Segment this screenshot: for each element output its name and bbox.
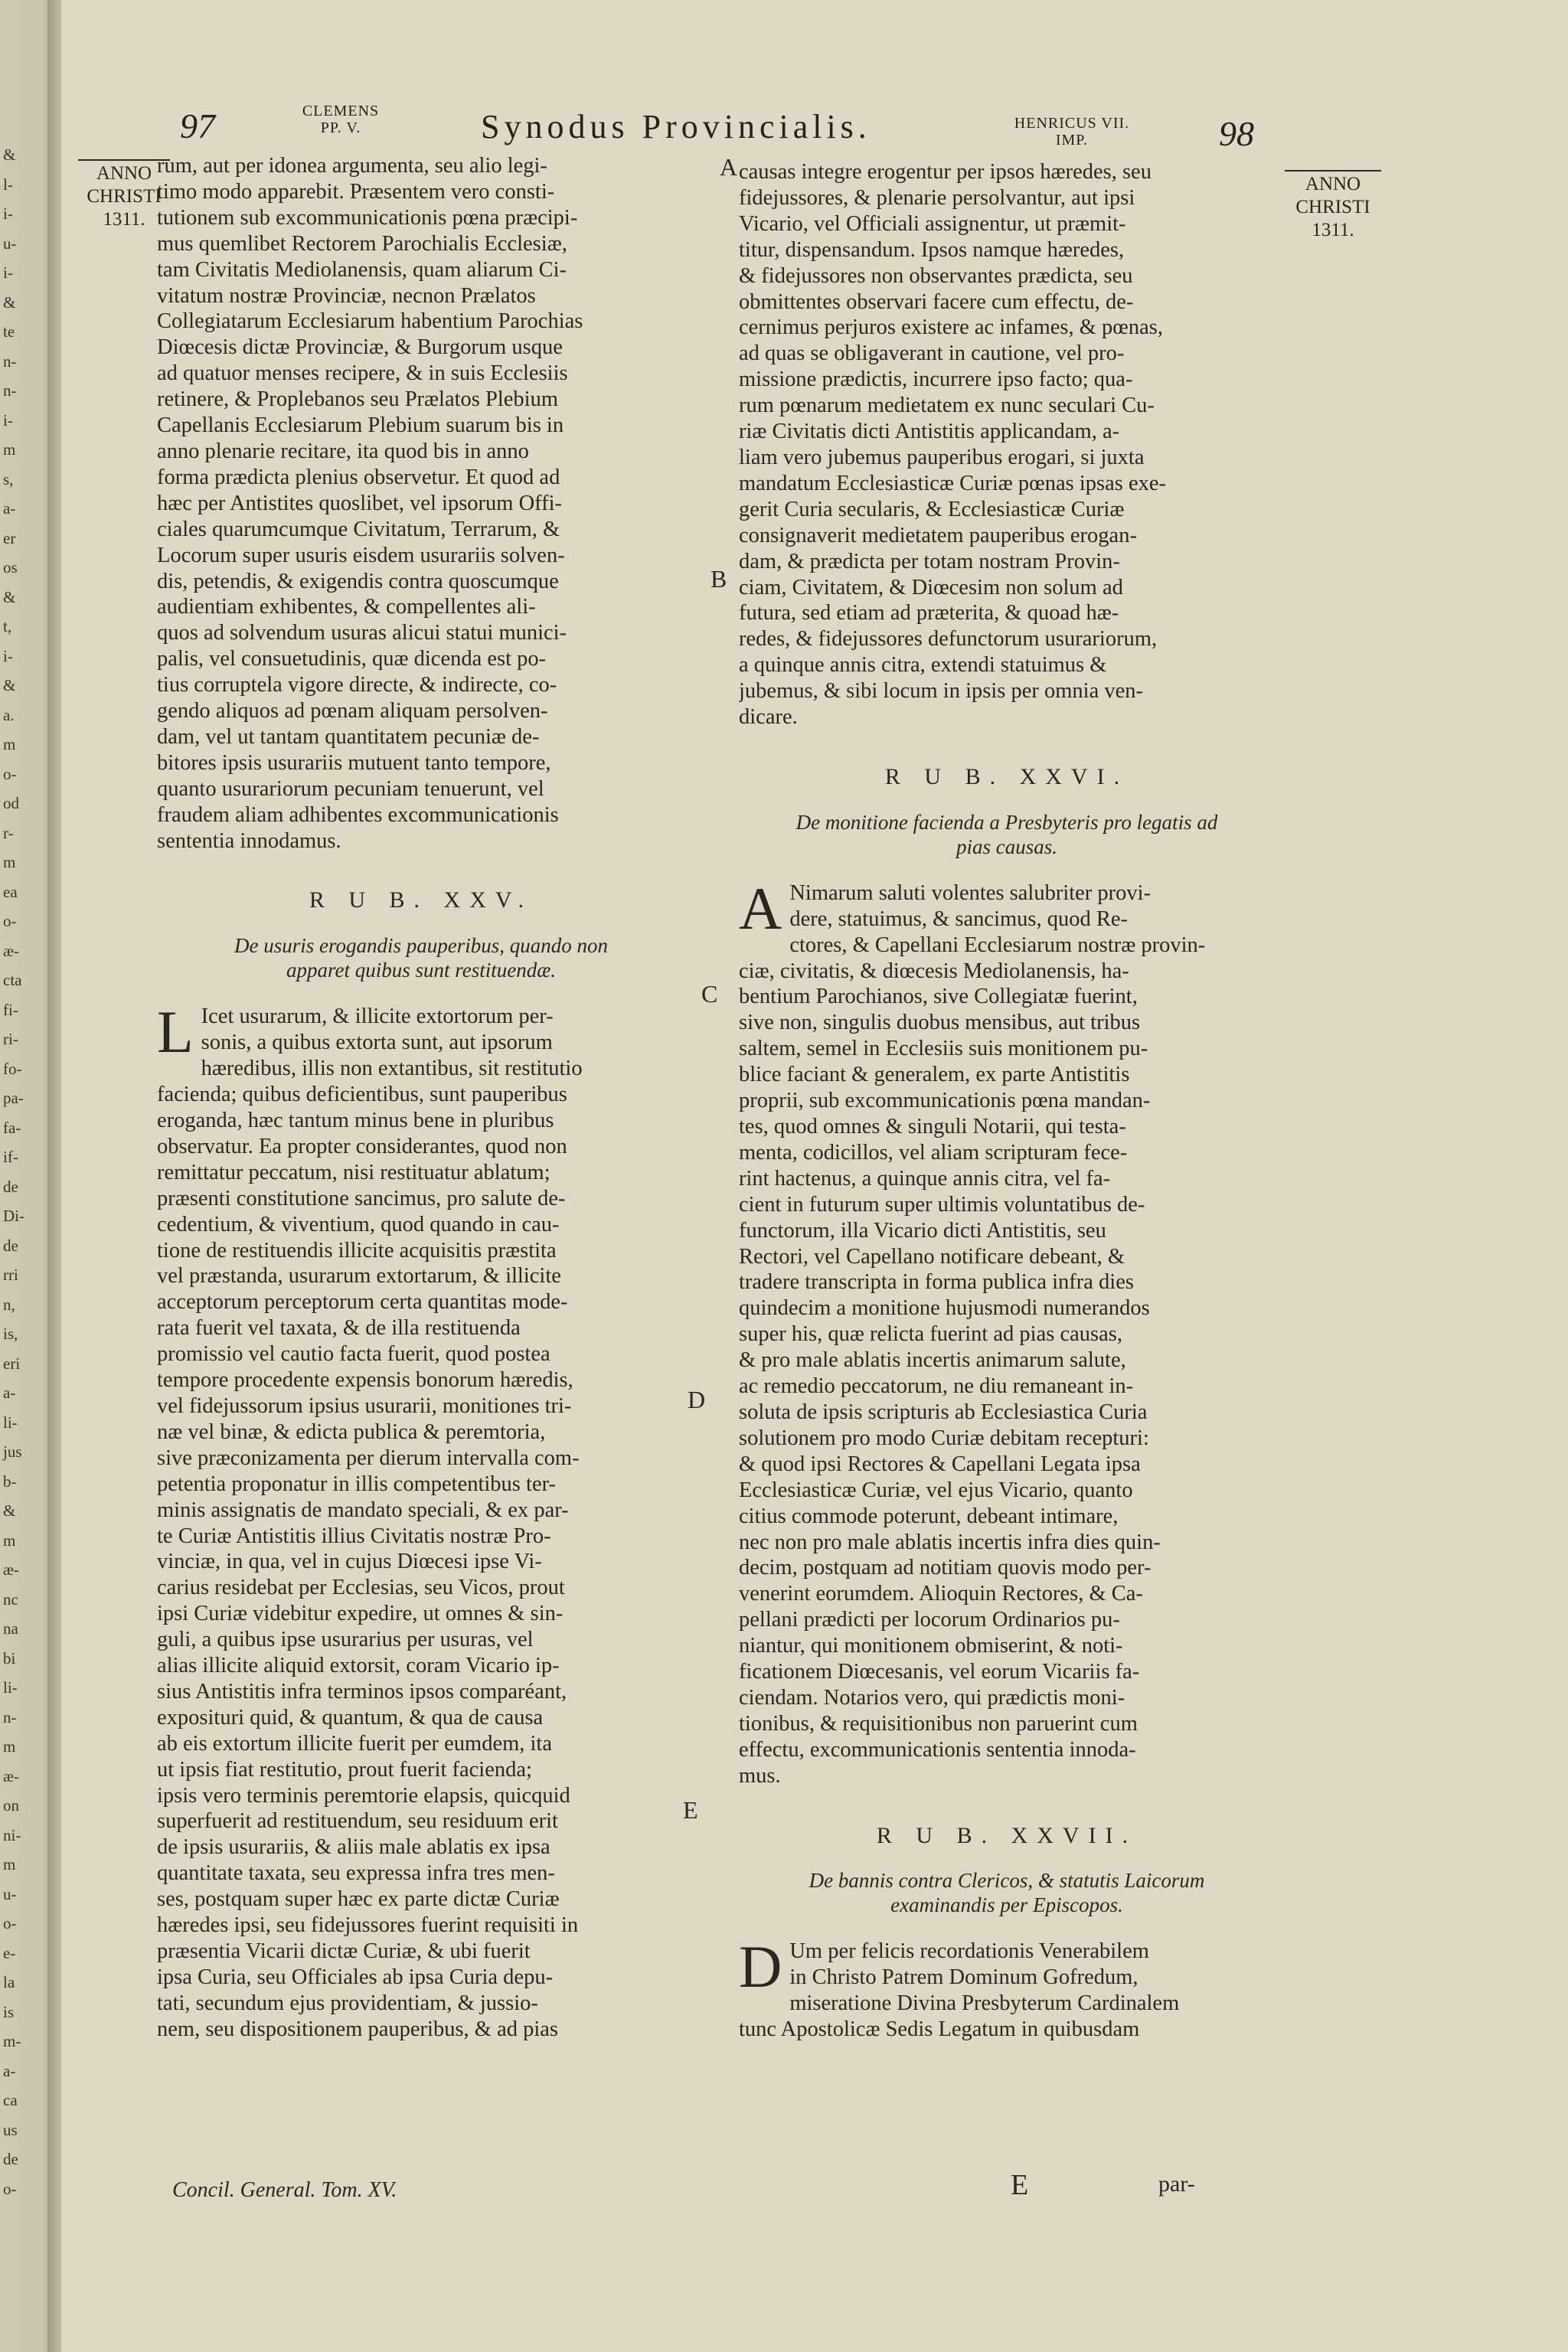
text-line: mus quemlibet Rectorem Parochialis Ecclesiæ, (157, 231, 567, 256)
text-line: tutionem sub excommunicationis pœna præcipi- (157, 205, 578, 230)
text-line: vel fidejussorum ipsius usurarii, monitiones tri- (157, 1393, 572, 1418)
text-line: fidejussores, & plenarie persolvantur, aut ipsi (739, 185, 1135, 210)
rub-26-subtitle-line2: pias causas. (956, 835, 1057, 858)
text-line: tradere transcripta in forma publica infra dies (739, 1270, 1134, 1295)
previous-page-fragment: pa- (3, 1089, 24, 1107)
text-line: ctores, & Capellani Ecclesiarum nostræ provin- (789, 933, 1206, 957)
text-line: acceptorum perceptorum certa quantitas mode- (157, 1290, 568, 1315)
text-line: palis, vel consuetudinis, quæ dicenda est po- (157, 647, 547, 671)
previous-page-fragment: Di- (3, 1207, 24, 1225)
left-running-head-line1: CLEMENS (302, 103, 380, 119)
previous-page-fragment: fi- (3, 1000, 18, 1019)
previous-page-fragment: o- (3, 1914, 17, 1932)
text-line: proprii, sub excommunicationis pœna mandan- (739, 1089, 1151, 1113)
text-line: titur, dispensandum. Ipsos namque hæredes, (739, 237, 1125, 262)
text-line: sive præconizamenta per dierum intervalla com- (157, 1446, 580, 1470)
previous-page-fragment: & (3, 587, 16, 606)
text-line: sonis, a quibus extorta sunt, aut ipsorum (201, 1031, 553, 1055)
previous-page-fragment: i- (3, 263, 13, 282)
left-intro-text (157, 153, 685, 854)
text-line: carius residebat per Ecclesias, seu Vicos, prout (157, 1576, 565, 1600)
previous-page-fragment: nc (3, 1589, 18, 1609)
rub-27-subtitle-line2: examinandis per Episcopos. (890, 1893, 1123, 1917)
text-line: a quinque annis citra, extendi statuimus & (739, 653, 1107, 678)
text-line: cient in futurum super ultimis voluntatibus de- (739, 1192, 1145, 1217)
previous-page-fragment: ca (3, 2091, 18, 2109)
left-running-head-line2: PP. V. (320, 119, 361, 136)
text-line: blice faciant & generalem, ex parte Antistitis (739, 1063, 1130, 1087)
text-line: Um per felicis recordationis Venerabilem (789, 1939, 1149, 1964)
text-line: dicare. (739, 705, 798, 730)
text-line: rum, aut per idonea argumenta, seu alio legi- (157, 154, 547, 178)
previous-page-fragment: m (3, 1855, 16, 1873)
right-year-note-line2: CHRISTI (1295, 197, 1370, 217)
text-line: hæc per Antistites quoslibet, vel ipsorum Offi- (157, 491, 563, 515)
text-line: ses, postquam super hæc ex parte dictæ Curiæ (157, 1887, 560, 1912)
page-title: Synodus Provincialis. (481, 108, 871, 145)
previous-page-fragment: on (3, 1796, 19, 1815)
text-line: decim, postquam ad notitiam quovis modo per- (739, 1556, 1152, 1580)
previous-page-fragment: if- (3, 1148, 18, 1166)
right-year-note-line3: 1311. (1312, 220, 1354, 240)
previous-page-fragment: & (3, 1501, 16, 1520)
text-line: vinciæ, in qua, vel in cujus Diœcesi ipse Vi- (157, 1550, 542, 1574)
text-line: hæredes ipsi, seu fidejussores fuerint requisiti in (157, 1913, 579, 1938)
text-line: ciales quarumcumque Civitatum, Terrarum, & (157, 517, 560, 541)
previous-page-fragment: eri (3, 1354, 21, 1373)
text-line: functorum, illa Vicario dicti Antistitis, seu (739, 1218, 1106, 1243)
right-intro-text (739, 159, 1275, 730)
previous-page-fragment: od (3, 794, 19, 812)
text-line: dam, vel ut tantam quantitatem pecuniæ de- (157, 724, 540, 749)
rub-27-subtitle-line1: De bannis contra Clericos, & statutis Laicorum (808, 1869, 1205, 1893)
previous-page-fragment: na (3, 1619, 18, 1638)
text-line: facienda; quibus deficientibus, sunt pauperibus (157, 1083, 567, 1107)
text-line: ciam, Civitatem, & Diœcesim non solum ad (739, 575, 1123, 599)
text-line: Vicario, vel Officiali assignentur, ut præmit- (739, 211, 1126, 236)
text-line: de ipsis usurariis, & aliis male ablatis ex ipsa (157, 1835, 550, 1860)
left-year-note-line3: 1311. (103, 209, 145, 230)
rub-25-subtitle-line1: De usuris erogandis pauperibus, quando non (234, 934, 608, 958)
rub-27-subtitle (739, 1868, 1275, 1917)
text-line: redes, & fidejussores defunctorum usurariorum, (739, 627, 1158, 652)
text-line: minis assignatis de mandato speciali, & ex par- (157, 1498, 569, 1522)
text-line: sius Antistitis infra terminos ipsos comparéant, (157, 1679, 567, 1704)
text-line: quos ad solvendum usuras alicui statui munici- (157, 621, 567, 645)
text-line: observatur. Ea propter considerantes, quod non (157, 1134, 567, 1158)
previous-page-fragment: æ- (3, 1766, 19, 1785)
previous-page-fragment: jus (3, 1442, 22, 1461)
previous-page-fragment: o- (3, 2179, 17, 2198)
text-line: rum pœnarum medietatem ex nunc seculari Cu- (739, 394, 1155, 418)
margin-letter-e: E (683, 1796, 698, 1824)
text-line: pellani prædicti per locorum Ordinarios pu- (739, 1608, 1120, 1632)
rub-26-dropcap: A (739, 874, 782, 942)
previous-page-fragment: m (3, 735, 16, 753)
text-line: ipsis vero terminis peremtorie elapsis, quicquid (157, 1783, 570, 1808)
previous-page-fragment: li- (3, 1678, 18, 1697)
previous-page-fragment: a- (3, 499, 16, 518)
previous-page-fragment: m- (3, 2032, 21, 2050)
previous-page-fragment: m (3, 440, 16, 459)
right-page-number: 98 (1219, 114, 1254, 153)
text-line: & pro male ablatis incertis animarum salute, (739, 1348, 1126, 1373)
text-line: dis, petendis, & exigendis contra quoscumque (157, 569, 559, 593)
previous-page-fragment: n- (3, 1707, 17, 1726)
text-line: miseratione Divina Presbyterum Cardinalem (789, 1991, 1180, 2016)
previous-page-fragment: a- (3, 1383, 16, 1402)
left-page-number: 97 (180, 106, 215, 145)
text-line: sive non, singulis duobus mensibus, aut tribus (739, 1011, 1141, 1035)
margin-letter-a: A (720, 153, 738, 181)
left-year-note-line2: CHRISTI (87, 186, 162, 207)
rub-25-body (157, 998, 685, 2042)
text-line: te Curiæ Antistitis illius Civitatis nostræ Pro- (157, 1524, 551, 1548)
text-line: obmittentes observari facere cum effectu, de- (739, 289, 1134, 314)
text-line: guli, a quibus ipse usurarius per usuras, vel (157, 1628, 534, 1652)
text-line: gendo aliquos ad pœnam aliquam persolven- (157, 699, 548, 724)
text-line: nec non pro male ablatis incertis infra dies quin- (739, 1530, 1161, 1554)
previous-page-fragment: er (3, 528, 16, 547)
text-line: cernimus perjuros existere ac infames, & pœnas, (739, 315, 1163, 340)
right-year-note (1285, 170, 1381, 242)
text-line: rint hactenus, a quinque annis citra, vel fa- (739, 1166, 1111, 1191)
text-line: tunc Apostolicæ Sedis Legatum in quibusdam (739, 2017, 1140, 2042)
rub-26-heading: R U B. XXVI. (884, 763, 1129, 789)
text-line: vel præstanda, usurarum extortarum, & illicite (157, 1264, 561, 1289)
text-line: ciæ, civitatis, & diœcesis Mediolanensis, ha- (739, 959, 1129, 983)
previous-page-fragment: a- (3, 2061, 16, 2080)
text-line: retinere, & Proplebanos seu Prælatos Plebium (157, 387, 559, 412)
rub-25-heading: R U B. XXV. (309, 887, 534, 913)
text-line: forma prædicta plenius observetur. Et quod ad (157, 465, 560, 489)
previous-page-fragment: a. (3, 705, 15, 724)
rub-27-body-text (739, 1933, 1275, 2043)
previous-page-fragment: i- (3, 204, 13, 223)
previous-page-fragment: cta (3, 971, 22, 989)
previous-page-fragment: te (3, 322, 15, 341)
text-line: ipsa Curia, seu Officiales ab ipsa Curia depu- (157, 1965, 554, 1989)
previous-page-fragment: is (3, 2002, 15, 2021)
margin-letter-d: D (688, 1386, 706, 1413)
text-line: missione prædictis, incurrere ipso facto; qua- (739, 368, 1133, 392)
text-line: næ vel binæ, & edicta publica & peremtoria, (157, 1419, 546, 1444)
previous-page-fragment: m (3, 1530, 16, 1550)
rub-25-dropcap: L (157, 998, 194, 1066)
text-line: quanto usurariorum pecuniam tenuerunt, vel (157, 776, 544, 801)
text-line: nem, seu dispositionem pauperibus, & ad pias (157, 2017, 559, 2041)
previous-page-fragment: & (3, 292, 16, 312)
text-line: tione de restituendis illicite acquisitis præstita (157, 1238, 557, 1263)
text-line: causas integre erogentur per ipsos hæredes, seu (739, 160, 1152, 184)
previous-page-fragment: e- (3, 1943, 16, 1962)
margin-letter-b: B (710, 565, 727, 593)
previous-page-fragment: rri (3, 1266, 18, 1284)
previous-page-fragment: m (3, 853, 16, 871)
previous-page-fragment: u- (3, 234, 17, 253)
text-line: venerint eorumdem. Alioquin Rectores, & Ca- (739, 1582, 1143, 1606)
rub-25-subtitle (157, 933, 685, 982)
text-line: & quod ipsi Rectores & Capellani Legata ipsa (739, 1452, 1141, 1476)
rub-27-dropcap: D (739, 1933, 782, 2001)
previous-page-fragment: æ- (3, 1560, 19, 1579)
text-line: præsenti constitutione sancimus, pro salute de- (157, 1186, 566, 1210)
text-line: dere, statuimus, & sancimus, quod Re- (789, 906, 1129, 931)
text-line: soluta de ipsis scripturis ab Ecclesiastica Curia (739, 1400, 1148, 1424)
previous-page-fragment: ea (3, 882, 18, 901)
previous-page-fragment: fa- (3, 1118, 21, 1137)
previous-page-fragment: & (3, 145, 16, 164)
text-line: ad quas se obligaverant in cautione, vel pro- (739, 341, 1125, 366)
previous-page-fragment: fo- (3, 1059, 22, 1078)
rub-26-subtitle-line1: De monitione facienda a Presbyteris pro legatis ad (795, 810, 1218, 834)
previous-page-fragment: ni- (3, 1825, 21, 1844)
text-line: in Christo Patrem Dominum Gofredum, (789, 1965, 1138, 1990)
rub-25-body-text (157, 998, 685, 2042)
text-line: Nimarum saluti volentes salubriter provi- (789, 880, 1152, 905)
previous-page-fragment: i- (3, 410, 13, 430)
rub-26-subtitle (739, 810, 1275, 859)
previous-page-fragment: r- (3, 823, 14, 842)
text-line: Icet usurarum, & illicite extortorum per- (201, 1004, 554, 1029)
previous-page-fragment: n- (3, 351, 17, 371)
margin-letter-c: C (701, 980, 718, 1008)
previous-page-fragment: us (3, 2120, 18, 2139)
text-line: super his, quæ relicta fuerint ad pias causas, (739, 1322, 1122, 1347)
text-line: tionibus, & requisitionibus non paruerint cum (739, 1711, 1138, 1736)
text-line: Ecclesiasticæ Curiæ, vel ejus Vicario, quanto (739, 1478, 1133, 1502)
previous-page-fragment: l- (3, 175, 13, 194)
previous-page-fragment: i- (3, 646, 13, 665)
text-line: jubemus, & sibi locum in ipsis per omnia ven- (739, 679, 1143, 704)
previous-page-fragment: la (3, 1973, 15, 1991)
previous-page-fragment: t, (3, 617, 12, 635)
text-line: gerit Curia secularis, & Ecclesiasticæ Curiæ (739, 497, 1125, 521)
previous-page-fragment: u- (3, 1884, 17, 1903)
text-line: Locorum super usuris eisdem usurariis solven- (157, 543, 565, 567)
text-line: mus. (739, 1763, 781, 1788)
previous-page-fragment: & (3, 676, 16, 694)
text-line: futura, sed etiam ad præterita, & quoad hæ- (739, 601, 1119, 626)
rub-25-subtitle-line2: apparet quibus sunt restituendæ. (286, 959, 556, 982)
previous-page-fragment: os (3, 558, 18, 577)
text-line: liam vero jubemus pauperibus erogari, si juxta (739, 445, 1145, 469)
text-line: Capellanis Ecclesiarum Plebium suarum bis in (157, 413, 564, 438)
text-line: Collegiatarum Ecclesiarum habentium Parochias (157, 309, 583, 334)
text-line: cedentium, & viventium, quod quando in cau- (157, 1212, 560, 1236)
text-line: saltem, semel in Ecclesiis suis monitionem pu- (739, 1037, 1148, 1061)
text-line: quindecim a monitione hujusmodi numerandos (739, 1296, 1150, 1321)
rub-26-body (739, 874, 1275, 1789)
text-line: anno plenarie recitare, ita quod bis in anno (157, 439, 529, 463)
text-line: niantur, qui monitionem obmiserint, & noti- (739, 1634, 1123, 1658)
previous-page-fragment: bi (3, 1648, 16, 1668)
text-line: expositurі quid, & quantum, & qua de causa (157, 1705, 544, 1730)
text-line: quantitate taxata, seu expressa infra tres men- (157, 1861, 555, 1886)
text-line: Diœcesis dictæ Provinciæ, & Burgorum usque (157, 335, 563, 360)
text-line: bitores ipsis usurariis mutuent tanto tempore, (157, 750, 551, 775)
text-line: rata fuerit vel taxata, & de illa restituenda (157, 1316, 521, 1341)
text-line: superfuerit ad restituendum, seu residuum erit (157, 1809, 558, 1834)
text-line: ut ipsis fiat restitutio, prout fuerit facienda; (157, 1757, 532, 1782)
left-column (157, 153, 685, 2043)
text-line: petentia proponatur in illis competentibus ter- (157, 1472, 557, 1496)
text-line: riæ Civitatis dicti Antistitis applicandam, a- (739, 420, 1120, 444)
previous-page-fragment: li- (3, 1413, 18, 1432)
left-year-note (78, 159, 170, 231)
text-line: tempore procedente expensis bonorum hæredis, (157, 1368, 573, 1393)
previous-page-fragment: s, (3, 469, 14, 488)
text-line: solutionem pro modo Curiæ debitam recepturi: (739, 1426, 1149, 1450)
text-line: ac remedio peccatorum, ne diu remaneant in- (739, 1374, 1134, 1399)
text-line: tati, secundum ejus providentiam, & jussio- (157, 1991, 538, 2015)
text-line: tes, quod omnes & singuli Notarii, qui testa- (739, 1115, 1126, 1138)
book-page (61, 0, 1568, 2352)
text-line: bentium Parochianos, sive Collegiatæ fuerint, (739, 985, 1138, 1009)
previous-page-fragment: n- (3, 381, 17, 400)
right-running-head (999, 115, 1145, 149)
text-line: & fidejussores non observantes prædicta, seu (739, 263, 1133, 288)
catchword: par- (1158, 2171, 1195, 2197)
text-line: timo modo apparebit. Præsentem vero consti- (157, 179, 555, 204)
text-line: fraudem aliam adhibentes excommunicationis (157, 802, 559, 827)
previous-page-fragment: de (3, 2150, 18, 2168)
printer-signature-mark: E (1011, 2169, 1029, 2201)
previous-page-fragment: ri- (3, 1030, 18, 1048)
text-line: audientiam exhibentes, & compellentes ali- (157, 595, 536, 619)
previous-page-fragment: de (3, 1177, 18, 1196)
right-running-head-line2: IMP. (1055, 132, 1089, 149)
text-line: ciendam. Notarios vero, qui prædictis moni- (739, 1685, 1125, 1710)
text-line: vitatum nostræ Provinciæ, necnon Prælatos (157, 283, 536, 308)
previous-page-fragment: o- (3, 912, 17, 930)
previous-page-fragment: n, (3, 1295, 15, 1314)
left-running-head (291, 103, 390, 136)
text-line: consignaverit medietatem pauperibus erogan- (739, 523, 1137, 547)
right-running-head-line1: HENRICUS VII. (1014, 115, 1130, 132)
text-line: menta, codicillos, vel aliam scripturam fece- (739, 1140, 1128, 1165)
rub-26-body-text (739, 874, 1275, 1789)
text-line: sententia innodamus. (157, 828, 341, 853)
previous-page-fragment: m (3, 1737, 16, 1756)
text-line: dam, & prædicta per totam nostram Provin- (739, 549, 1120, 573)
text-line: promissio vel cautio facta fuerit, quod postea (157, 1342, 550, 1367)
text-line: citius commode poterunt, debeant intimare, (739, 1504, 1119, 1528)
text-line: hæredibus, illis non extantibus, sit restitutio (201, 1057, 583, 1081)
text-line: eroganda, hæc tantum minus bene in pluribus (157, 1109, 554, 1132)
previous-page-fragment: o- (3, 764, 17, 783)
previous-page-fragment: is, (3, 1325, 18, 1343)
rub-27-body (739, 1933, 1275, 2043)
rub-27-heading: R U B. XXVII. (876, 1822, 1138, 1848)
text-line: præsentia Vicarii dictæ Curiæ, & ubi fuerit (157, 1939, 531, 1963)
right-column (739, 159, 1275, 2043)
right-year-note-line1: ANNO (1285, 170, 1381, 196)
text-line: tam Civitatis Mediolanensis, quam aliarum Ci- (157, 257, 567, 282)
previous-page-fragment: de (3, 1236, 18, 1255)
text-line: remittatur peccatum, nisi restituatur ablatum; (157, 1160, 550, 1184)
text-line: ab eis extortum illicite fuerit per eumdem, ita (157, 1731, 552, 1756)
text-line: mandatum Ecclesiasticæ Curiæ pœnas ipsas exe- (739, 471, 1166, 495)
footer-volume-note: Concil. General. Tom. XV. (172, 2178, 397, 2202)
text-line: Rectori, vel Capellano notificare debeant, & (739, 1244, 1125, 1269)
text-line: ficationem Diœcesanis, vel eorum Vicariis fa- (739, 1660, 1140, 1684)
previous-page-fragment: b- (3, 1472, 17, 1491)
previous-page-fragment: æ- (3, 941, 19, 960)
text-line: tius corruptela vigore directe, & indirecte, co- (157, 673, 557, 697)
text-line: effectu, excommunicationis sententia innoda- (739, 1737, 1136, 1762)
text-line: alias illicite aliquid extorsit, coram Vicario ip- (157, 1654, 560, 1678)
left-year-note-line1: ANNO (78, 159, 170, 185)
text-line: ipsi Curiæ videbitur expedire, ut omnes & sin- (157, 1602, 564, 1626)
text-line: ad quatuor menses recipere, & in suis Ecclesiis (157, 361, 568, 386)
